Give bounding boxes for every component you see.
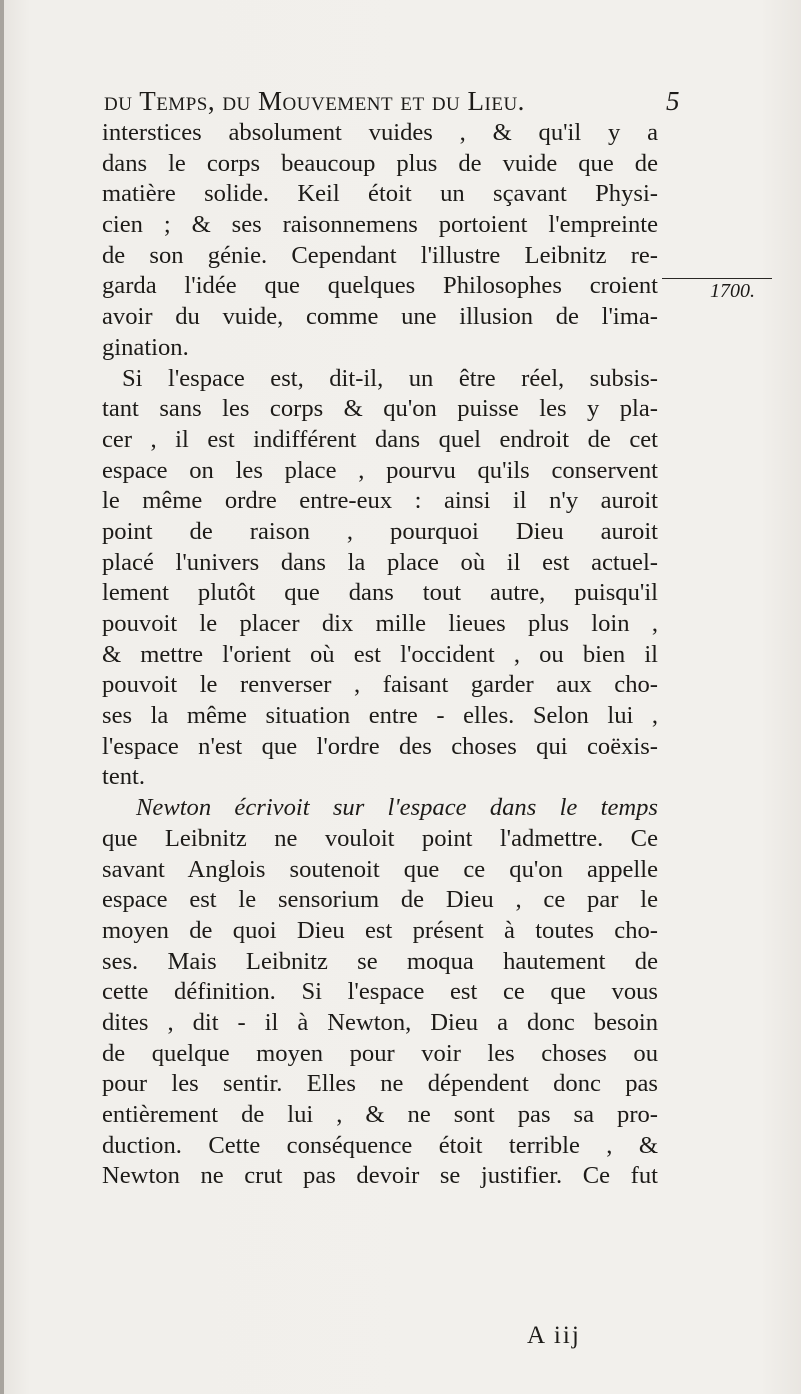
text-line: ses. Mais Leibnitz se moqua hautement de [102,947,658,975]
text-line: Newton écrivoit sur l'espace dans le temps [136,794,658,822]
text-line: pouvoit le renverser , faisant garder aux cho- [102,671,658,699]
text-line: tant sans les corps & qu'on puisse les y pla- [102,395,658,423]
text-line: entièrement de lui , & ne sont pas sa pro- [102,1101,658,1128]
text-line: tent. [102,763,146,791]
margin-rule [662,278,772,279]
text-line: cien ; & ses raisonnemens portoient l'empreinte [102,211,658,239]
text-line: espace on les place , pourvu qu'ils conservent [102,456,658,484]
page-number: 5 [666,86,680,116]
text-line: duction. Cette conséquence étoit terrible , & [102,1131,658,1159]
text-line: pouvoit le placer dix mille lieues plus loin , [102,610,658,637]
text-line: de quelque moyen pour voir les choses ou [102,1039,658,1067]
text-line: savant Anglois soutenoit que ce qu'on appelle [102,855,658,883]
text-line: Newton ne crut pas devoir se justifier. Ce fut [102,1162,658,1190]
text-line: dans le corps beaucoup plus de vuide que de [102,149,658,177]
text-line: pour les sentir. Elles ne dépendent donc pas [102,1070,658,1098]
text-line: placé l'univers dans la place où il est actuel- [102,548,658,576]
text-line: dites , dit - il à Newton, Dieu a donc besoin [102,1008,658,1036]
text-line: ses la même situation entre - elles. Selon lui , [102,702,658,730]
text-line: espace est le sensorium de Dieu , ce par le [102,886,658,914]
text-line: que Leibnitz ne vouloit point l'admettre. Ce [102,824,658,852]
text-line: interstices absolument vuides , & qu'il y a [102,119,658,146]
running-header [104,86,680,117]
text-line: avoir du vuide, comme une illusion de l'ima- [102,303,658,331]
text-line: matière solide. Keil étoit un sçavant Physi- [102,180,658,208]
text-line: garda l'idée que quelques Philosophes croient [102,272,658,300]
text-line: & mettre l'orient où est l'occident , ou bien il [102,640,658,668]
text-line: cer , il est indifférent dans quel endroit de cet [102,425,658,453]
text-line: Si l'espace est, dit-il, un être réel, subsis- [122,364,658,392]
margin-year-note: 1700. [710,280,755,302]
text-line: gination. [102,333,189,361]
text-line: le même ordre entre-eux : ainsi il n'y auroit [102,487,658,515]
text-line: point de raison , pourquoi Dieu auroit [102,517,658,545]
running-header-title: du Temps, du Mouvement et du Lieu. [104,86,525,116]
text-line: l'espace n'est que l'ordre des choses qui coëxis- [102,732,658,760]
text-line: lement plutôt que dans tout autre, puisqu'il [102,579,658,607]
text-line: de son génie. Cependant l'illustre Leibnitz re- [102,241,658,269]
text-line: cette définition. Si l'espace est ce que vous [102,978,658,1006]
body-text [102,118,658,1192]
text-line: moyen de quoi Dieu est présent à toutes cho- [102,916,658,944]
signature-mark: A iij [527,1322,581,1349]
page-gutter-edge [0,0,4,1394]
